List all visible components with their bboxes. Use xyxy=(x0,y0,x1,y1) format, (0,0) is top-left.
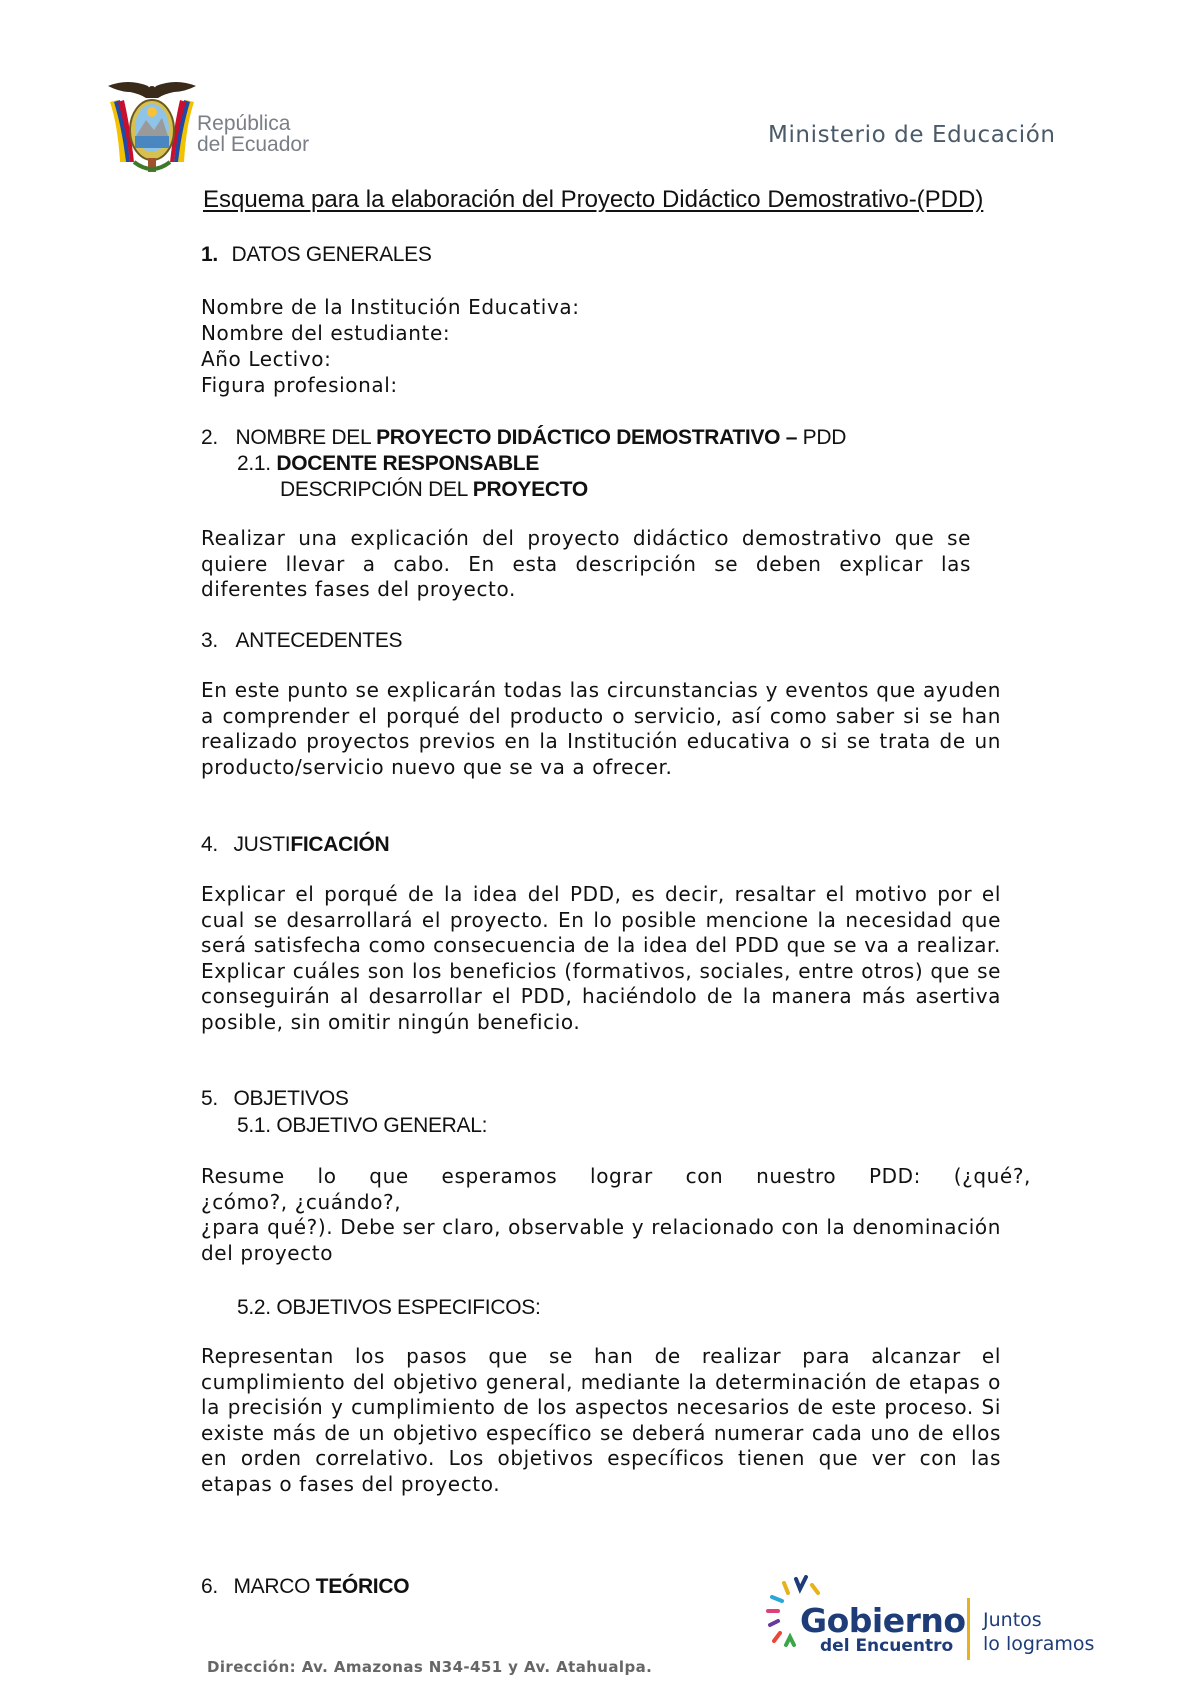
section-2-number: 2. xyxy=(201,426,218,449)
field-student: Nombre del estudiante: xyxy=(201,321,451,345)
section-4-title-pre: JUSTI xyxy=(233,833,291,856)
gobierno-divider xyxy=(967,1598,970,1660)
republica-line2: del Ecuador xyxy=(197,133,310,156)
objetivo-general-line-2: ¿cómo?, ¿cuándo?, xyxy=(201,1189,402,1214)
section-2-title-post: PDD xyxy=(802,426,847,449)
section-1-heading xyxy=(201,243,432,267)
section-5-title: OBJETIVOS xyxy=(233,1087,349,1110)
justificacion-body: Explicar el porqué de la idea del PDD, es decir, resaltar el motivo por el cual se desarrollará el proyecto. En lo posible mencione la necesidad que será satisfecha como consecuencia de la idea del PDD que se va a realizar. Explicar cuáles son los beneficios (formativos, sociales, entre otros) que se conseguirán al desarrollar el PDD, haciéndolo de la manera más asertiva posible, sin omitir ningún beneficio. xyxy=(201,882,1001,1034)
document-title: Esquema para la elaboración del Proyecto Didáctico Demostrativo-(PDD) xyxy=(203,186,984,213)
section-2-title-pre: NOMBRE DEL xyxy=(235,426,377,449)
objetivo-general-line-3: ¿para qué?). Debe ser claro, observable y relacionado con la denominación del proyecto xyxy=(201,1215,1001,1265)
description-body: Realizar una explicación del proyecto didáctico demostrativo que se quiere llevar a cabo. En esta descripción se deben explicar las diferentes fases del proyecto. xyxy=(201,526,971,601)
section-3-number: 3. xyxy=(201,629,218,652)
section-5-heading xyxy=(201,1087,349,1111)
section-3-heading xyxy=(201,629,402,653)
general-data-fields xyxy=(201,294,580,398)
del-encuentro-wordmark: del Encuentro xyxy=(820,1636,954,1656)
description-title-bold: PROYECTO xyxy=(472,478,588,501)
juntos-lo-logramos-slogan xyxy=(983,1608,1094,1656)
objetivos-especificos-body: Representan los pasos que se han de realizar para alcanzar el cumplimiento del objetivo general, mediante la determinación de etapas o la precisión y cumplimiento de los aspectos necesarios de este proceso. Si existe más de un objetivo específico se deberá numerar cada uno de ellos en orden correlativo. Los objetivos específicos tienen que ver con las etapas o fases del proyecto. xyxy=(201,1344,1001,1496)
objetivo-general-body xyxy=(201,1164,1031,1266)
juntos-line1: Juntos xyxy=(983,1609,1042,1631)
antecedentes-body: En este punto se explicarán todas las circunstancias y eventos que ayuden a comprender el porqué del producto o servicio, así como saber si se han realizado proyectos previos en la Institución educativa o si se trata de un producto/servicio nuevo que se va a ofrecer. xyxy=(201,678,1001,779)
section-2-title-bold: PROYECTO DIDÁCTICO DEMOSTRATIVO – xyxy=(376,426,803,449)
gobierno-wordmark: Gobierno xyxy=(800,1601,966,1640)
footer-address: Dirección: Av. Amazonas N34-451 y Av. Atahualpa. xyxy=(207,1658,653,1676)
objetivo-general-line-1: Resume lo que esperamos lograr con nuestro PDD: (¿qué?, xyxy=(201,1164,1031,1188)
ecuador-coat-of-arms-icon xyxy=(104,76,200,180)
ministerio-title: Ministerio de Educación xyxy=(768,122,1056,148)
section-4-title-bold: FICACIÓN xyxy=(290,833,390,856)
section-4-number: 4. xyxy=(201,833,218,856)
republica-line1: República xyxy=(197,112,291,135)
field-profession: Figura profesional: xyxy=(201,373,398,397)
section-6-number: 6. xyxy=(201,1575,218,1598)
field-school-year: Año Lectivo: xyxy=(201,347,332,371)
section-1-number: 1. xyxy=(201,243,218,266)
section-3-title: ANTECEDENTES xyxy=(235,629,403,652)
section-2-heading xyxy=(201,426,846,450)
description-heading xyxy=(280,478,588,502)
section-2-1-number: 2.1. xyxy=(237,452,271,475)
section-6-title-bold: TEÓRICO xyxy=(315,1575,410,1598)
section-4-heading xyxy=(201,833,389,857)
republica-del-ecuador-wordmark xyxy=(197,113,309,155)
section-5-number: 5. xyxy=(201,1087,218,1110)
section-2-1-heading xyxy=(237,452,539,476)
field-institution: Nombre de la Institución Educativa: xyxy=(201,295,580,319)
description-title-pre: DESCRIPCIÓN DEL xyxy=(280,478,473,501)
section-5-1-heading: 5.1. OBJETIVO GENERAL: xyxy=(237,1114,488,1137)
section-6-heading xyxy=(201,1575,409,1599)
juntos-line2: lo logramos xyxy=(983,1633,1095,1655)
section-1-title: DATOS GENERALES xyxy=(231,243,432,266)
section-2-1-title: DOCENTE RESPONSABLE xyxy=(276,452,540,475)
section-6-title-pre: MARCO xyxy=(233,1575,316,1598)
section-5-2-heading: 5.2. OBJETIVOS ESPECIFICOS: xyxy=(237,1296,541,1319)
